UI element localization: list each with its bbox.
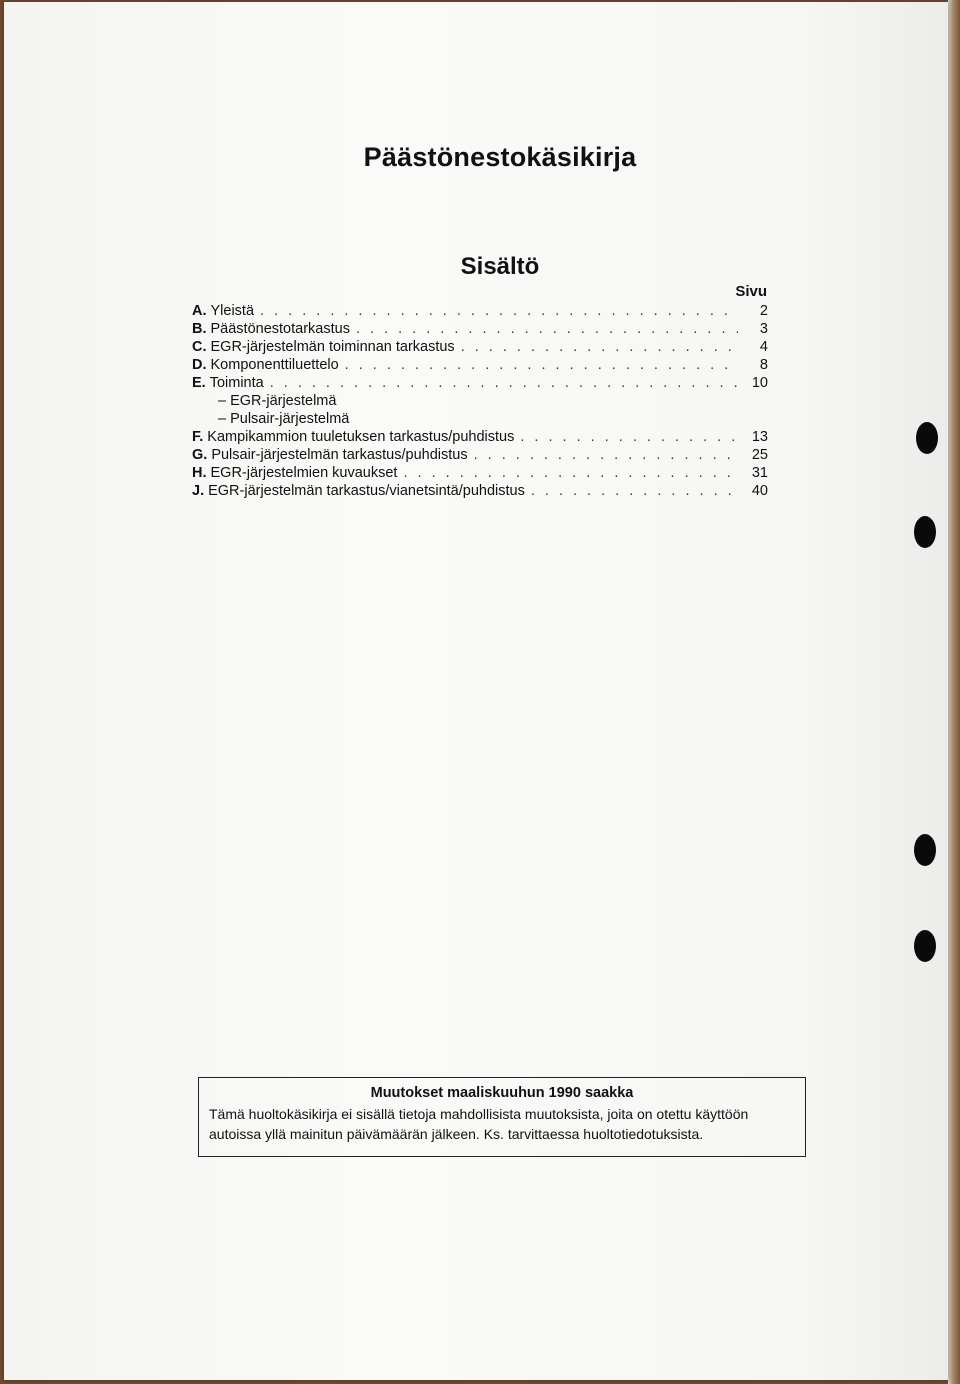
toc-entry-b [192, 320, 768, 338]
toc-entry-c [192, 338, 768, 356]
toc-entry-g [192, 446, 768, 464]
toc-page-number: 2 [759, 303, 768, 319]
document-page [4, 2, 948, 1380]
toc-page-number: 4 [759, 339, 768, 355]
leader-dots [474, 446, 738, 464]
table-of-contents [192, 282, 768, 500]
punch-hole [914, 834, 936, 866]
toc-entry-f [192, 428, 768, 446]
binder-edge [948, 0, 960, 1384]
toc-page-number: 31 [751, 465, 768, 481]
toc-page-number: 13 [751, 429, 768, 445]
toc-subentry-pulsair: – Pulsair-järjestelmä [218, 411, 350, 427]
toc-text: Päästönestotarkastus [210, 321, 350, 337]
notice-title: Muutokset maaliskuuhun 1990 saakka [370, 1085, 634, 1101]
leader-dots [270, 374, 738, 392]
page-column-label: Sivu [735, 283, 767, 300]
punch-hole [916, 422, 938, 454]
toc-text: Yleistä [210, 303, 255, 319]
toc-text: EGR-järjestelmän tarkastus/vianetsintä/puhdistus [208, 483, 525, 499]
toc-entry-a [192, 302, 768, 320]
toc-page-number: 10 [751, 375, 768, 391]
toc-letter: E. [192, 375, 206, 391]
toc-letter: B. [192, 321, 207, 337]
leader-dots [520, 428, 738, 446]
toc-entry-j [192, 482, 768, 500]
toc-subentry-egr: – EGR-järjestelmä [218, 393, 337, 409]
toc-letter: J. [192, 483, 205, 499]
toc-letter: C. [192, 339, 207, 355]
toc-page-number: 3 [759, 321, 768, 337]
toc-text: EGR-järjestelmien kuvaukset [210, 465, 398, 481]
toc-letter: F. [192, 429, 204, 445]
toc-entry-e [192, 374, 768, 392]
toc-page-number: 25 [751, 447, 768, 463]
toc-letter: G. [192, 447, 208, 463]
leader-dots [356, 320, 738, 338]
toc-text: EGR-järjestelmän toiminnan tarkastus [210, 339, 455, 355]
toc-entry-d [192, 356, 768, 374]
leader-dots [345, 356, 738, 374]
toc-page-number: 40 [751, 483, 768, 499]
leader-dots [403, 464, 738, 482]
document-title: Päästönestokäsikirja [363, 142, 637, 172]
toc-letter: H. [192, 465, 207, 481]
notice-body: Tämä huoltokäsikirja ei sisällä tietoja mahdollisista muutoksista, joita on otettu käyttöön autoissa yllä mainitun päivämäärän jälkeen. Ks. tarvittaessa huoltotiedotuksista. [209, 1106, 749, 1142]
toc-entry-h [192, 464, 768, 482]
leader-dots [461, 338, 738, 356]
punch-hole [914, 930, 936, 962]
toc-text: Kampikammion tuuletuksen tarkastus/puhdistus [207, 429, 515, 445]
toc-letter: A. [192, 303, 207, 319]
toc-page-number: 8 [759, 357, 768, 373]
punch-hole [914, 516, 936, 548]
toc-letter: D. [192, 357, 207, 373]
leader-dots [260, 302, 738, 320]
toc-text: Toiminta [209, 375, 264, 391]
toc-text: Komponenttiluettelo [210, 357, 339, 373]
revision-notice-box [198, 1077, 806, 1157]
toc-heading: Sisältö [460, 253, 540, 280]
toc-text: Pulsair-järjestelmän tarkastus/puhdistus [211, 447, 468, 463]
leader-dots [531, 482, 738, 500]
